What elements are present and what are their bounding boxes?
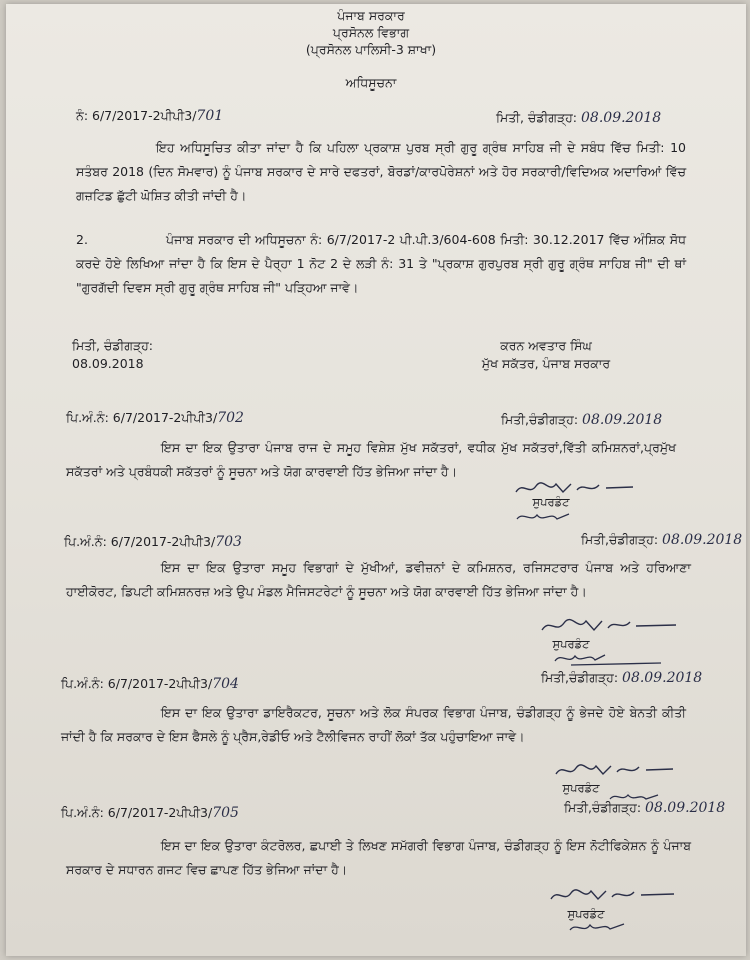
notification-title: ਅਧਿਸੂਚਨਾ	[345, 75, 397, 90]
endorsement-4-text: ਇਸ ਦਾ ਇਕ ਉਤਾਰਾ ਕੰਟਰੋਲਰ, ਛਪਾਈ ਤੇ ਲਿਖਣ ਸਮੱਗਰੀ ਵਿਭਾਗ ਪੰਜਾਬ, ਚੰਡੀਗੜ੍ਹ ਨੂੰ ਇਸ ਨੋਟੀਫਿਕੇਸ਼ਨ ਨੂੰ ਪੰਜਾਬ ਸਰਕਾਰ ਦੇ ਸਧਾਰਨ ਗਜਟ ਵਿਚ ਛਾਪਣ ਹਿੱਤ ਭੇਜਿਆ ਜਾਂਦਾ ਹੈ।	[66, 838, 691, 877]
header-branch: (ਪ੍ਰਸੋਨਲ ਪਾਲਿਸੀ-3 ਸ਼ਾਖਾ)	[305, 42, 437, 57]
paragraph-2-number: 2.	[76, 232, 88, 247]
endorsement-4-number: ਪਿ.ਅੰ.ਨੰ: 6/7/2017-2ਪੀਪੀ3/705	[61, 805, 239, 821]
endorsement-1-text: ਇਸ ਦਾ ਇਕ ਉਤਾਰਾ ਪੰਜਾਬ ਰਾਜ ਦੇ ਸਮੂਹ ਵਿਸ਼ੇਸ਼ ਮੁੱਖ ਸਕੱਤਰਾਂ, ਵਧੀਕ ਮੁੱਖ ਸਕੱਤਰਾਂ,ਵਿੱਤੀ ਕਮਿਸ਼ਨਰਾਂ,ਪ੍ਰਮੁੱਖ ਸਕੱਤਰਾਂ ਅਤੇ ਪ੍ਰਬੰਧਕੀ ਸਕੱਤਰਾਂ ਨੂੰ ਸੂਚਨਾ ਅਤੇ ਯੋਗ ਕਾਰਵਾਈ ਹਿੱਤ ਭੇਜਿਆ ਜਾਂਦਾ ਹੈ।	[66, 440, 676, 479]
signer-title: ਸੁਪਰਡੰਟ	[552, 637, 590, 651]
signature	[546, 884, 686, 906]
signature	[536, 614, 686, 638]
signature	[551, 759, 681, 781]
initials	[606, 790, 666, 804]
endorsement-2-text: ਇਸ ਦਾ ਇਕ ਉਤਾਰਾ ਸਮੂਹ ਵਿਭਾਗਾਂ ਦੇ ਮੁੱਖੀਆਂ, ਡਵੀਜ਼ਨਾਂ ਦੇ ਕਮਿਸ਼ਨਰ, ਰਜਿਸਟਰਾਰ ਪੰਜਾਬ ਅਤੇ ਹਰਿਆਣਾ ਹਾਈਕੋਰਟ, ਡਿਪਟੀ ਕਮਿਸ਼ਨਰਜ਼ ਅਤੇ ਉਪ ਮੰਡਲ ਮੈਜਿਸਟਰੇਟਾਂ ਨੂੰ ਸੂਚਨਾ ਅਤੇ ਯੋਗ ਕਾਰਵਾਈ ਹਿੱਤ ਭੇਜਿਆ ਜਾਂਦਾ ਹੈ।	[66, 560, 691, 599]
notification-number: ਨੰ: 6/7/2017-2ਪੀਪੀ3/701	[76, 108, 224, 124]
endorsement-1-number: ਪਿ.ਅੰ.ਨੰ: 6/7/2017-2ਪੀਪੀ3/702	[66, 410, 244, 426]
endorsement-2-number: ਪਿ.ਅੰ.ਨੰ: 6/7/2017-2ਪੀਪੀ3/703	[64, 534, 242, 550]
signer-title: ਸੁਪਰਡੰਟ	[567, 907, 605, 921]
paragraph-1: ਇਹ ਅਧਿਸੂਚਿਤ ਕੀਤਾ ਜਾਂਦਾ ਹੈ ਕਿ ਪਹਿਲਾ ਪ੍ਰਕਾਸ਼ ਪੁਰਬ ਸ੍ਰੀ ਗੁਰੂ ਗ੍ਰੰਥ ਸਾਹਿਬ ਜੀ ਦੇ ਸਬੰਧ ਵਿੱਚ ਮਿਤੀ: 10 ਸਤੰਬਰ 2018 (ਦਿਨ ਸੋਮਵਾਰ) ਨੂੰ ਪੰਜਾਬ ਸਰਕਾਰ ਦੇ ਸਾਰੇ ਦਫਤਰਾਂ, ਬੋਰਡਾਂ/ਕਾਰਪੋਰੇਸ਼ਨਾਂ ਅਤੇ ਹੋਰ ਸਰਕਾਰੀ/ਵਿਦਿਅਕ ਅਦਾਰਿਆਂ ਵਿੱਚ ਗਜ਼ਟਿਡ ਛੁੱਟੀ ਘੋਸ਼ਿਤ ਕੀਤੀ ਜਾਂਦੀ ਹੈ।	[76, 140, 686, 203]
handwritten-date: 08.09.2018	[581, 110, 662, 126]
header-department: ਪ੍ਰਸੋਨਲ ਵਿਭਾਗ	[332, 25, 410, 40]
header-government: ਪੰਜਾਬ ਸਰਕਾਰ	[337, 8, 405, 23]
endorsement-4-date: ਮਿਤੀ,ਚੰਡੀਗੜ੍ਹ: 08.09.2018	[564, 800, 726, 816]
signatory-title: ਮੁੱਖ ਸਕੱਤਰ, ਪੰਜਾਬ ਸਰਕਾਰ	[481, 356, 611, 371]
endorsement-2-date: ਮਿਤੀ,ਚੰਡੀਗੜ੍ਹ: 08.09.2018	[581, 532, 743, 548]
notification-date: ਮਿਤੀ, ਚੰਡੀਗੜ੍ਹ: 08.09.2018	[496, 110, 662, 126]
initials	[511, 509, 581, 525]
endorsement-1-date: ਮਿਤੀ,ਚੰਡੀਗੜ੍ਹ: 08.09.2018	[501, 412, 663, 428]
place-date-label: ਮਿਤੀ, ਚੰਡੀਗੜ੍ਹ:	[72, 338, 154, 353]
signer-title: ਸੁਪਰਡੰਟ	[532, 495, 570, 509]
endorsement-3-text: ਇਸ ਦਾ ਇਕ ਉਤਾਰਾ ਡਾਇਰੈਕਟਰ, ਸੂਚਨਾ ਅਤੇ ਲੋਕ ਸੰਪਰਕ ਵਿਭਾਗ ਪੰਜਾਬ, ਚੰਡੀਗੜ੍ਹ ਨੂੰ ਭੇਜਦੇ ਹੋਏ ਬੇਨਤੀ ਕੀਤੀ ਜਾਂਦੀ ਹੈ ਕਿ ਸਰਕਾਰ ਦੇ ਇਸ ਫੈਸਲੇ ਨੂੰ ਪ੍ਰੈਸ,ਰੇਡੀਓ ਅਤੇ ਟੈਲੀਵਿਜਨ ਰਾਹੀਂ ਲੋਕਾਂ ਤੱਕ ਪਹੁੰਚਾਇਆ ਜਾਵੇ।	[61, 705, 686, 744]
signer-title: ਸੁਪਰਡੰਟ	[562, 781, 600, 795]
initials	[566, 919, 636, 937]
endorsement-3-date: ਮਿਤੀ,ਚੰਡੀਗੜ੍ਹ: 08.09.2018	[541, 670, 703, 686]
endorsement-3-number: ਪਿ.ਅੰ.ਨੰ: 6/7/2017-2ਪੀਪੀ3/704	[61, 676, 239, 692]
initials	[551, 649, 671, 669]
document-page	[6, 4, 746, 956]
paragraph-2: ਪੰਜਾਬ ਸਰਕਾਰ ਦੀ ਅਧਿਸੂਚਨਾ ਨੰ: 6/7/2017-2 ਪੀ.ਪੀ.3/604-608 ਮਿਤੀ: 30.12.2017 ਵਿੱਚ ਅੰਸ਼ਿਕ ਸੋਧ ਕਰਦੇ ਹੋਏ ਲਿਖਿਆ ਜਾਂਦਾ ਹੈ ਕਿ ਇਸ ਦੇ ਪੈਰ੍ਹਾ 1 ਨੋਟ 2 ਦੇ ਲੜੀ ਨੰ: 31 ਤੇ "ਪ੍ਰਕਾਸ਼ ਗੁਰਪੁਰਬ ਸ੍ਰੀ ਗੁਰੂ ਗ੍ਰੰਥ ਸਾਹਿਬ ਜੀ" ਦੀ ਥਾਂ "ਗੁਰਗੱਦੀ ਦਿਵਸ ਸ੍ਰੀ ਗੁਰੂ ਗ੍ਰੰਥ ਸਾਹਿਬ ਜੀ" ਪੜ੍ਹਿਆ ਜਾਵੇ।	[76, 232, 686, 295]
place-date-value: 08.09.2018	[72, 356, 144, 371]
handwritten-number: 701	[196, 108, 224, 124]
signatory-name: ਕਰਨ ਅਵਤਾਰ ਸਿੰਘ	[500, 338, 592, 353]
